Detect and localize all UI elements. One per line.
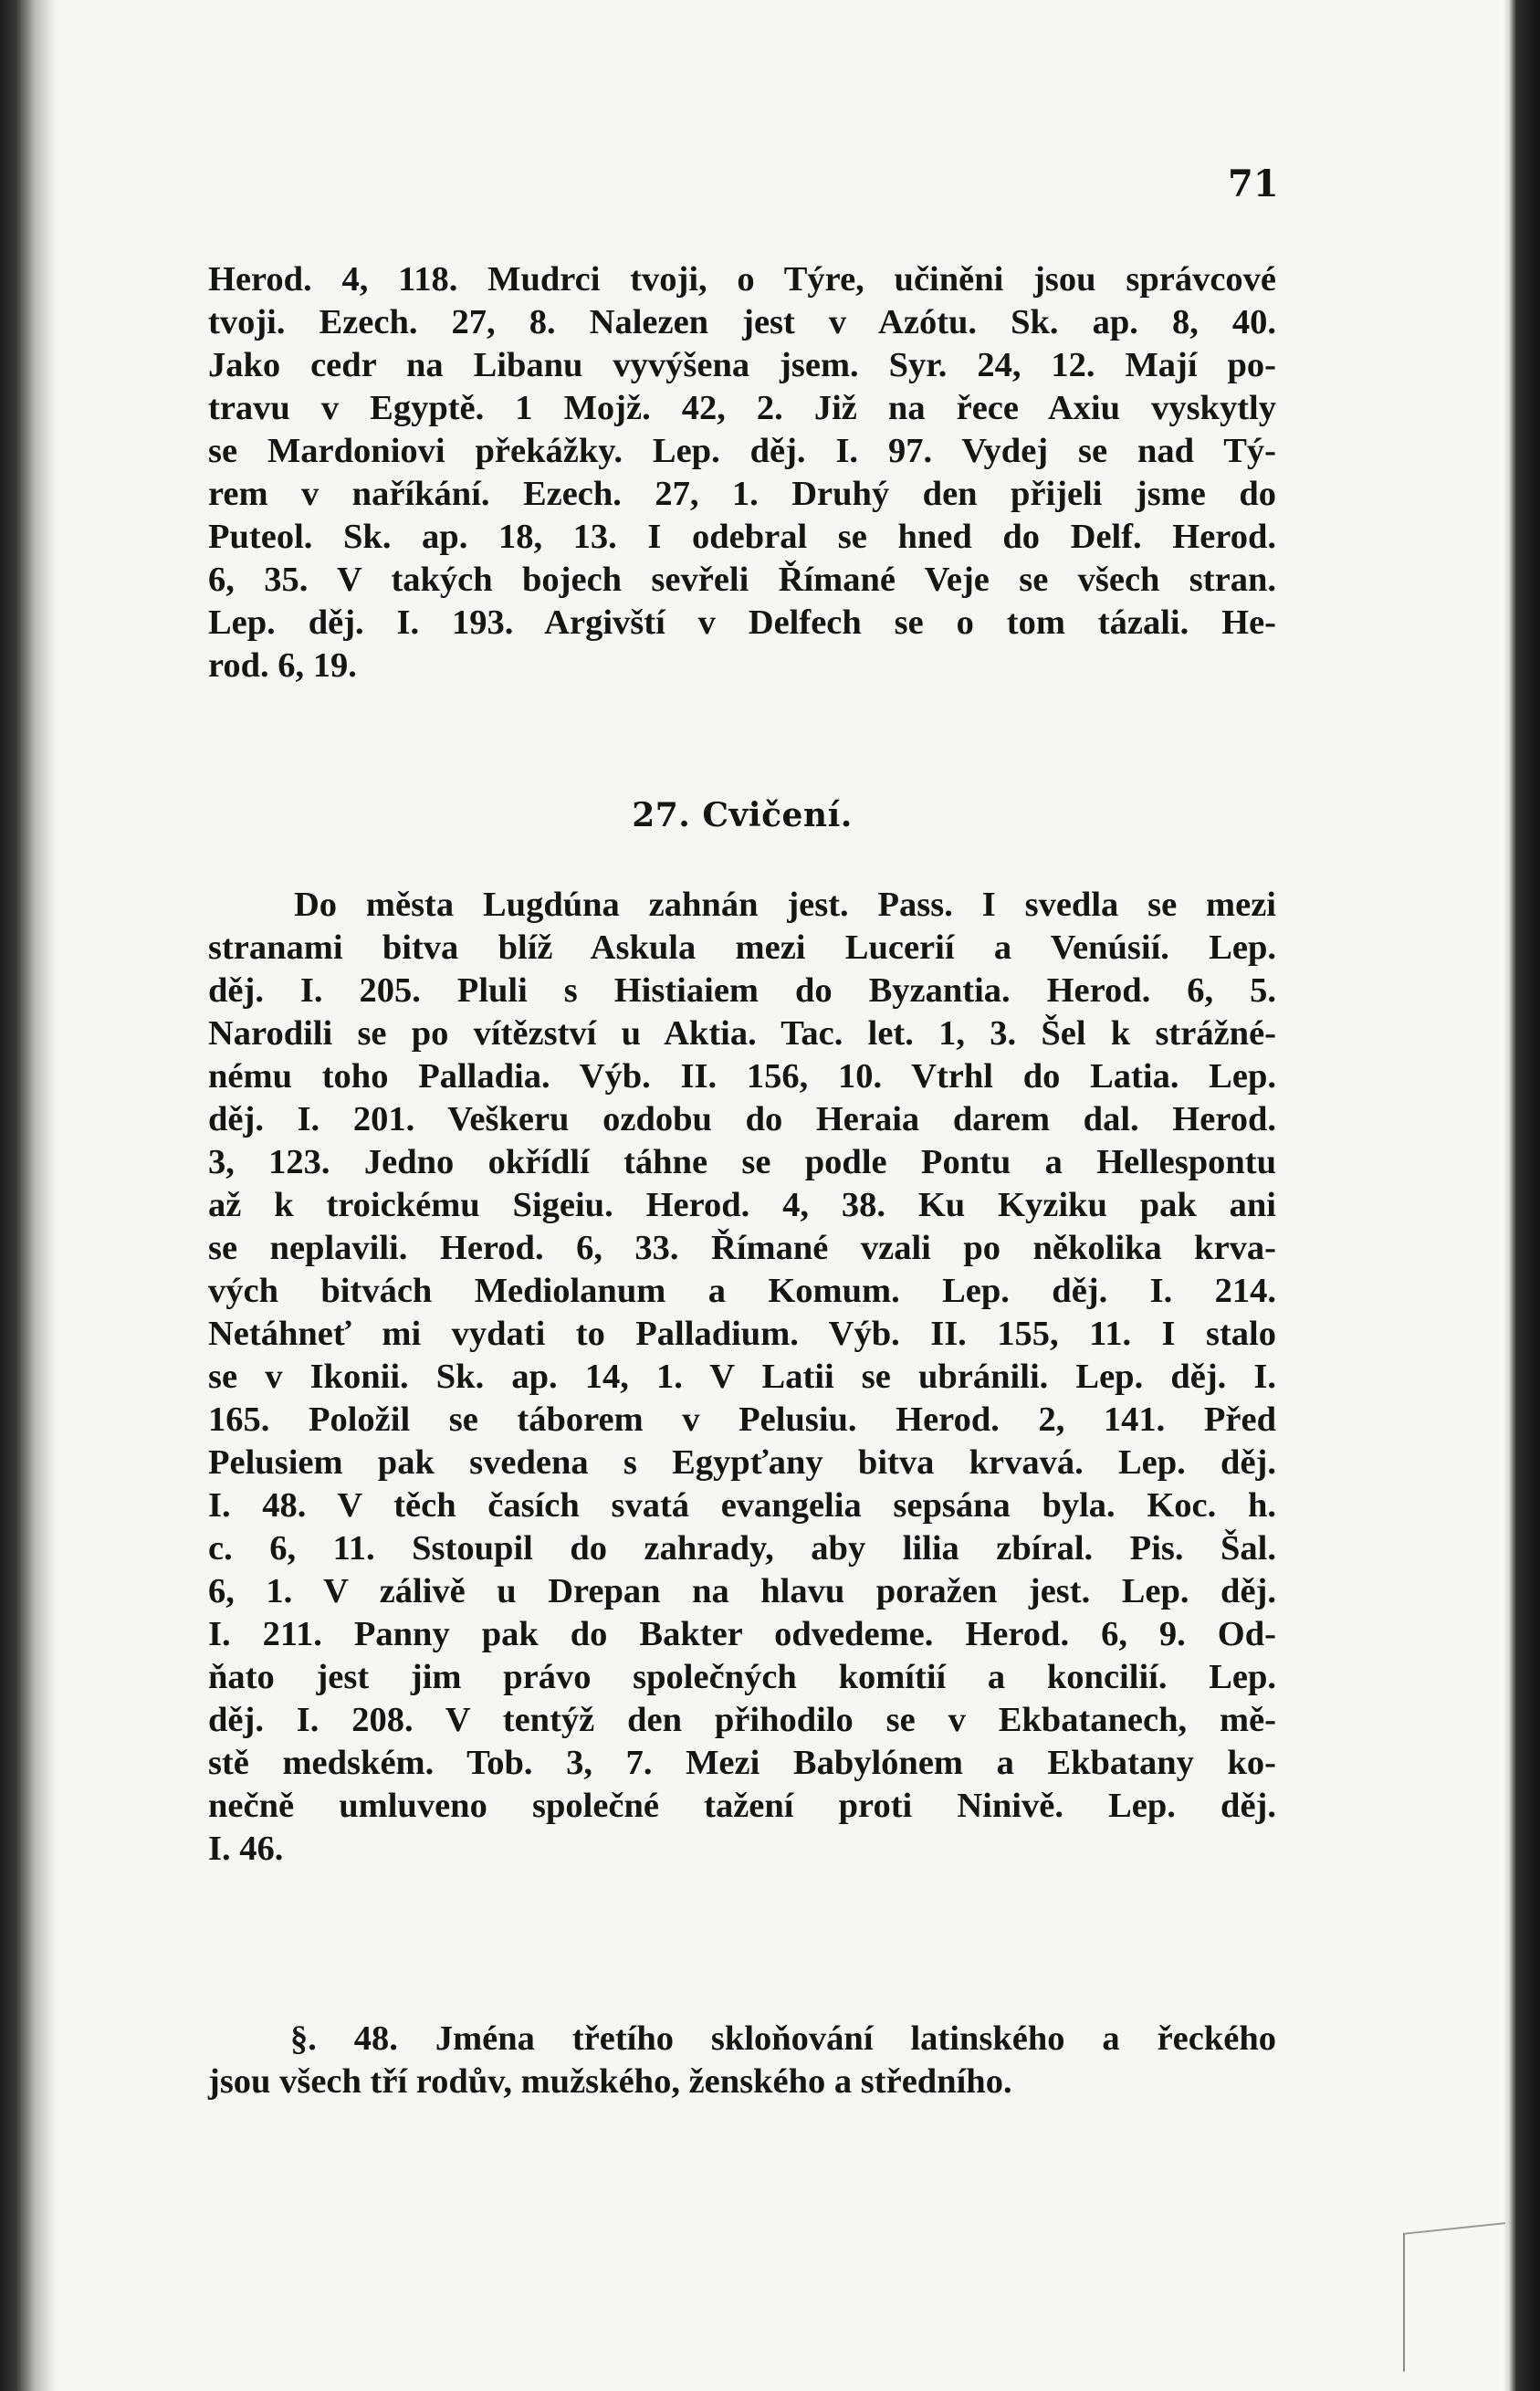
paragraph-1 [208,258,1276,687]
text-line: vých bitvách Mediolanum a Komum. Lep. děj. I. 214. [208,1272,1276,1310]
text-line: travu v Egyptě. 1 Mojž. 42, 2. Již na řece Axiu vyskytly [208,389,1276,427]
text-line: se v Ikonii. Sk. ap. 14, 1. V Latii se ubránili. Lep. děj. I. [208,1358,1276,1396]
page-number: 71 [1228,163,1279,205]
text-line: I. 211. Panny pak do Bakter odvedeme. Herod. 6, 9. Od- [208,1615,1276,1653]
text-line: rem v naříkání. Ezech. 27, 1. Druhý den přijeli jsme do [208,475,1276,513]
text-line: 6, 35. V takých bojech sevřeli Římané Veje se všech stran. [208,561,1276,599]
text-line: 165. Položil se táborem v Pelusiu. Herod. 2, 141. Před [208,1400,1276,1439]
text-line: 3, 123. Jedno okřídlí táhne se podle Pontu a Hellespontu [208,1143,1276,1181]
corner-fold-mark [1403,2222,1505,2372]
text-line: se neplavili. Herod. 6, 33. Římané vzali po několika krva- [208,1229,1276,1267]
text-line: jsou všech tří rodův, mužského, ženského a středního. [208,2062,1012,2101]
text-line: I. 48. V těch časích svatá evangelia sepsána byla. Koc. h. [208,1486,1276,1525]
exercise-heading: 27. Cvičení. [632,796,853,834]
text-line: děj. I. 208. V tentýž den přihodilo se v Ekbatanech, mě- [208,1701,1276,1739]
text-line: stranami bitva blíž Askula mezi Lucerií a Venúsií. Lep. [208,928,1276,967]
text-line: Narodili se po vítězství u Aktia. Tac. let. 1, 3. Šel k strážné- [208,1014,1276,1053]
text-line: ňato jest jim právo společných komítií a koncilií. Lep. [208,1658,1276,1696]
text-line: Jako cedr na Libanu vyvýšena jsem. Syr. 24, 12. Mají po- [208,346,1276,384]
text-line: Herod. 4, 118. Mudrci tvoji, o Týre, učiněni jsou správcové [208,260,1276,299]
paragraph-3 [208,2018,1276,2103]
text-line: I. 46. [208,1830,284,1868]
page-binding-edge [0,0,57,2391]
text-line: děj. I. 205. Pluli s Histiaiem do Byzantia. Herod. 6, 5. [208,971,1276,1010]
text-line: stě medském. Tob. 3, 7. Mezi Babylónem a Ekbatany ko- [208,1744,1276,1782]
text-line: Lep. děj. I. 193. Argivští v Delfech se o tom tázali. He- [208,603,1276,642]
text-line: §. 48. Jména třetího skloňování latinského a řeckého [290,2019,1276,2058]
text-line: nečně umluveno společné tažení proti Ninivě. Lep. děj. [208,1787,1276,1825]
text-line: 6, 1. V zálivě u Drepan na hlavu poražen jest. Lep. děj. [208,1572,1276,1610]
paragraph-2 [208,884,1276,1871]
text-line: tvoji. Ezech. 27, 8. Nalezen jest v Azótu. Sk. ap. 8, 40. [208,303,1276,341]
text-line: Pelusiem pak svedena s Egypťany bitva krvavá. Lep. děj. [208,1443,1276,1482]
page-outer-edge [1503,0,1540,2391]
text-line: se Mardoniovi překážky. Lep. děj. I. 97. Vydej se nad Tý- [208,432,1276,470]
text-line: nému toho Palladia. Výb. II. 156, 10. Vtrhl do Latia. Lep. [208,1057,1276,1096]
text-line: až k troickému Sigeiu. Herod. 4, 38. Ku Kyziku pak ani [208,1186,1276,1224]
text-line: rod. 6, 19. [208,646,357,685]
text-line: Do města Lugdúna zahnán jest. Pass. I svedla se mezi [294,886,1276,924]
text-line: c. 6, 11. Sstoupil do zahrady, aby lilia zbíral. Pis. Šal. [208,1529,1276,1568]
text-line: Puteol. Sk. ap. 18, 13. I odebral se hned do Delf. Herod. [208,518,1276,556]
text-line: Netáhneť mi vydati to Palladium. Výb. II. 155, 11. I stalo [208,1315,1276,1353]
text-line: děj. I. 201. Veškeru ozdobu do Heraia darem dal. Herod. [208,1100,1276,1138]
